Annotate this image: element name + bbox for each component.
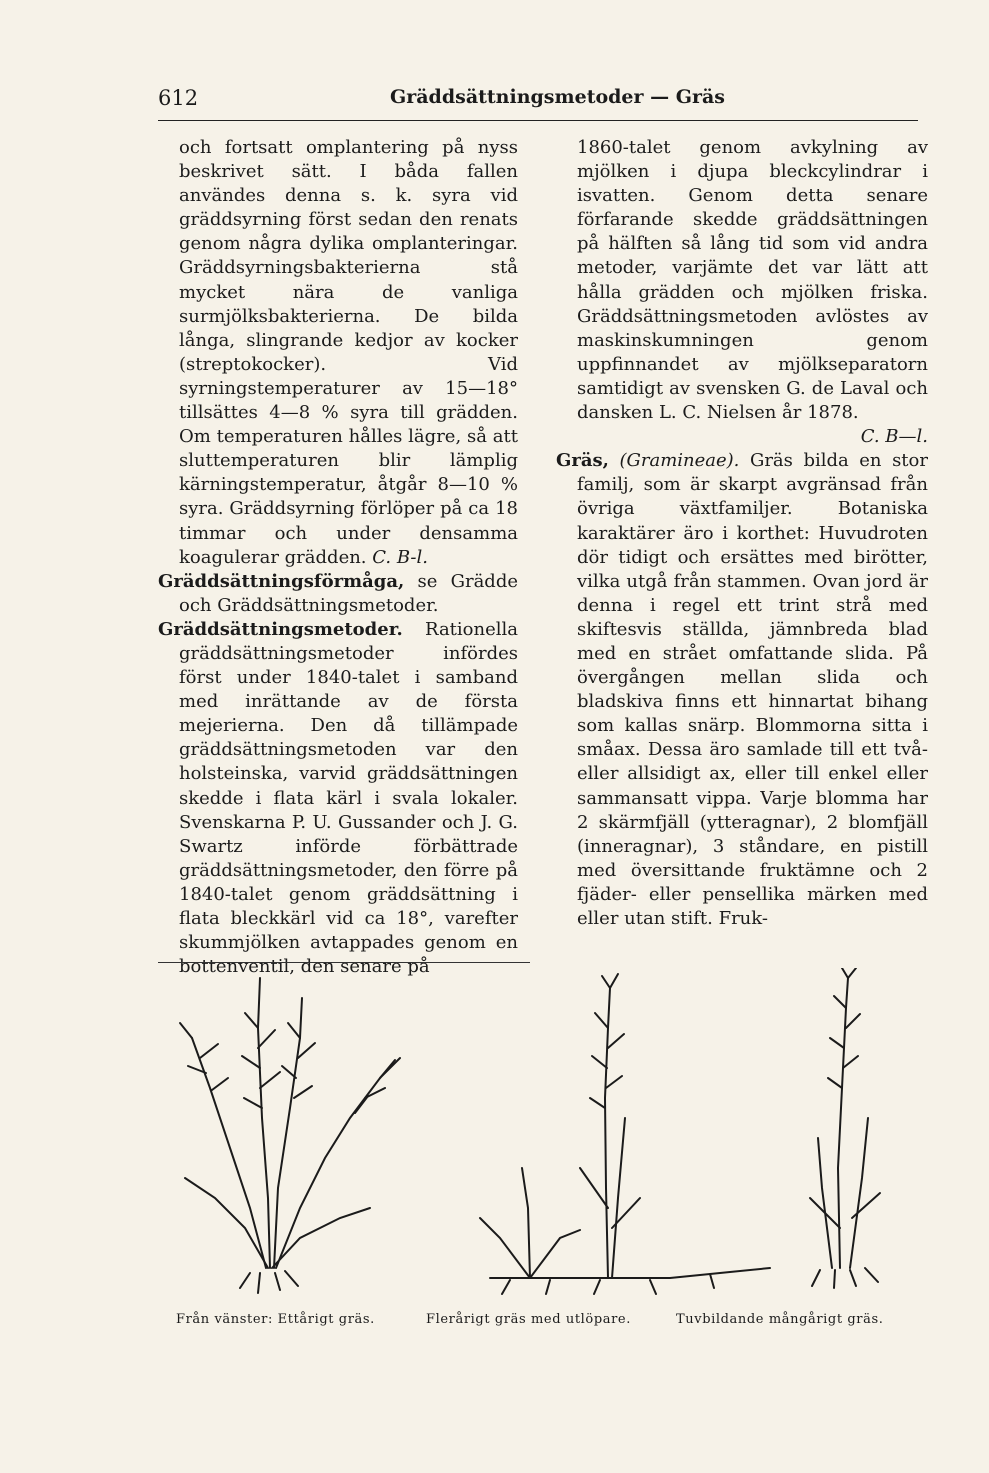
left-column [158, 136, 518, 979]
right-paragraph-continuation [556, 136, 928, 425]
entry-headword: Gräddsättningsförmåga, [158, 570, 405, 592]
entry-graddsattningsmetoder [158, 618, 518, 979]
entry-text: Rationella gräddsättningsmetoder infördes först under 1840-talet i samband med inrättande av de första mejerierna. Den då tillämpade gräddsättningsmetoden var den holsteinska, varvid gräddsättningen skedde i flata kärl i svala lokaler. Svenskarna P. U. Gussander och J. G. Swartz införde förbättrade gräddsättningsmetoder, den förre på 1840-talet genom gräddsättning i flata bleckkärl vid ca 18°, varefter skummjölken avtappades genom en bottenventil, den senare på [179, 618, 518, 978]
right-para1-text: 1860-talet genom avkylning av mjölken i djupa bleckcylindrar i isvatten. Genom detta senare förfarande skedde gräddsättningen på hälften så lång tid som vid andra metoder, varjämte det var lätt att hålla grädden och mjölken friska. Gräddsättningsmetoden avlöstes av maskinskumningen genom uppfinnandet av mjölkseparatorn samtidigt av svensken G. de Laval och dansken L. C. Nielsen år 1878. [577, 137, 928, 424]
left-para1-signature: C. B-l. [372, 546, 428, 568]
right-column [556, 136, 928, 931]
caption-annual-grass: Från vänster: Ettårigt gräs. [176, 1312, 375, 1327]
running-head: Gräddsättningsmetoder — Gräs [390, 86, 726, 108]
left-para1-text: och fortsatt omplantering på nyss beskrivet sätt. I båda fallen användes denna s. k. syra vid gräddsyrning först sedan den renats genom några dylika omplanteringar. Gräddsyrningsbakterierna stå mycket nära de vanliga surmjölksbakterierna. De bilda långa, slingrande kedjor av kocker (streptokocker). Vid syrningstemperaturer av 15—18° tillsättes 4—8 % syra till grädden. Om temperaturen hålles lägre, så att sluttemperaturen blir lämplig kärningstemperatur, åtgår 8—10 % syra. Gräddsyrning förlöper på ca 18 timmar och under densamma koagulerar grädden. [179, 137, 518, 568]
right-para1-signature: C. B—l. [860, 426, 928, 448]
tufted-grass-drawing [810, 968, 880, 1288]
header-rule [158, 120, 918, 121]
entry-graddsattningsformaga [158, 570, 518, 618]
column-end-rule [158, 962, 530, 963]
caption-tufted-grass: Tuvbildande mångårigt gräs. [676, 1312, 884, 1327]
left-paragraph-continuation [158, 136, 518, 570]
grass-drawings [150, 968, 930, 1298]
page-number: 612 [158, 86, 199, 110]
entry-text: Gräs bilda en stor familj, som är skarpt avgränsad från övriga växtfamiljer. Botaniska karaktärer äro i korthet: Huvudroten dör tidigt och ersättes med birötter, vilka utgå från stammen. Ovan jord är denna i regel ett trint strå med skiftesvis ställda, jämnbreda blad med en strået omfattande slida. På övergången mellan slida och bladskiva finns ett hinnartat bihang som kallas snärp. Blommorna sitta i småax. Dessa äro samlade till ett två- eller allsidigt ax, eller till enkel eller sammansatt vippa. Varje blomma har 2 skärmfjäll (ytteragnar), 2 blomfjäll (inneragnar), 3 ståndare, en pistill med översittande fruktämne och 2 fjäder- eller pensellika märken med eller utan stift. Fruk- [577, 450, 928, 929]
entry-headword: Gräs, [556, 450, 609, 472]
entry-headword: Gräddsättningsmetoder. [158, 618, 403, 640]
entry-latin-name: (Gramineae). [608, 450, 740, 472]
caption-creeping-grass: Flerårigt gräs med utlöpare. [426, 1312, 631, 1327]
creeping-grass-drawing [480, 974, 770, 1294]
grass-illustrations [150, 968, 930, 1298]
page-header [158, 86, 918, 116]
entry-text: se Grädde och Gräddsättningsmetoder. [179, 570, 518, 616]
entry-gras [556, 449, 928, 931]
annual-grass-drawing [180, 978, 400, 1293]
